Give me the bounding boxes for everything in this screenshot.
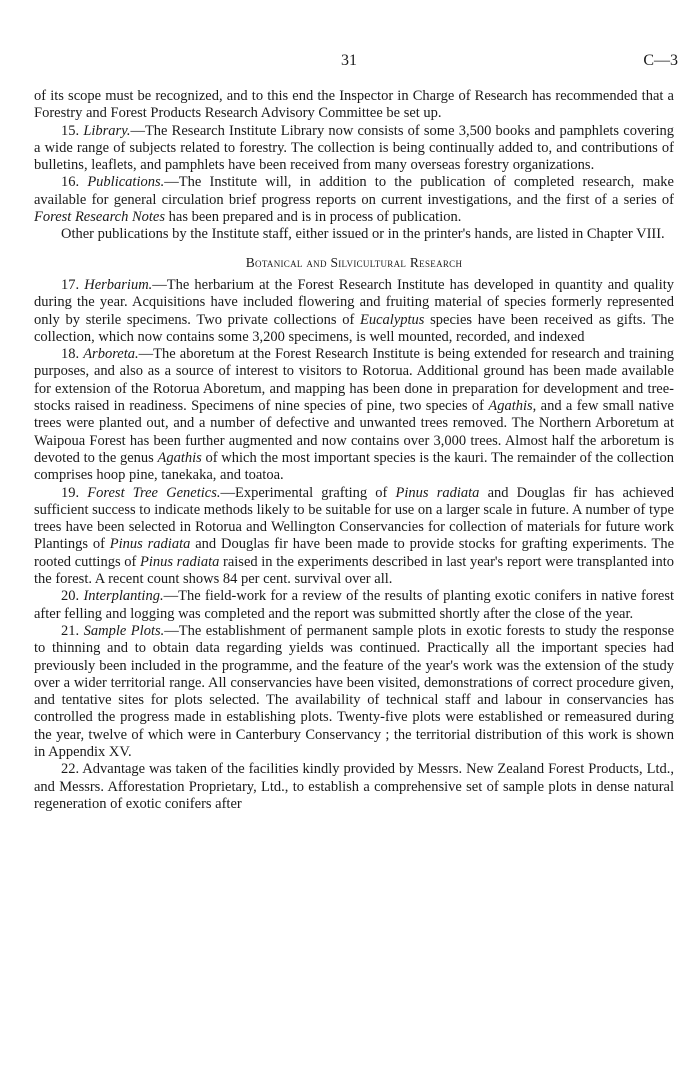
paragraph-title: Herbarium.: [84, 276, 153, 293]
paragraph-other-publications: Other publications by the Institute staff, either issued or in the printer's hands, are listed in Chapter VIII.: [61, 226, 665, 243]
section-heading: Botanical and Silvicultural Research: [245, 254, 463, 270]
page-header: [0, 52, 700, 76]
paragraph-20-interplanting: 20. Interplanting.—The field-work for a review of the results of planting exotic conifers in native forest after felling and logging was completed and the report was submitted shortly after the close of the year.: [34, 588, 675, 622]
paragraph-title: Sample Plots.: [83, 622, 165, 639]
paragraph-19-genetics: 19. Forest Tree Genetics.—Experimental grafting of Pinus radiata and Douglas fir has achieved sufficient success to indicate methods likely to be suitable for use on a larger scale in future. A number of type trees have been selected in Rotorua and Wellington Conservancies for collection of materials for future work Plantings of Pinus radiata and Douglas fir have been made to provide stocks for grafting experiments. The rooted cuttings of Pinus radiata raised in the experiments described in last year's report were transplanted into the forest. A recent count shows 84 per cent. survival over all.: [34, 484, 675, 588]
paragraph-18-arboreta: 18. Arboreta.—The aboretum at the Forest Research Institute is being extended for research and training purposes, and also as a source of interest to visitors to Rotorua. Additional ground has been made available for extension of the Rotorua Aboretum, and mapping has been done in preparation for development and tree-stocks raised in readiness. Specimens of nine species of pine, two species of Agathis, and a few small native trees were planted out, and a number of defective and unwanted trees removed. The Northern Arboretum at Waipoua Forest has been further augmented and now contains over 3,000 trees. Almost half the arboretum is devoted to the genus Agathis of which the most important species is the kauri. The remainder of the collection comprises hoop pine, tanekaka, and toatoa.: [34, 346, 674, 484]
page-code: C—3: [643, 52, 678, 69]
paragraph-title: Library.: [83, 122, 131, 139]
paragraph-22-advantage: 22. Advantage was taken of the facilities kindly provided by Messrs. New Zealand Forest Products, Ltd., and Messrs. Afforestation Proprietary, Ltd., to establish a comprehensive set of sample plots in dense natural regeneration of exotic conifers after: [34, 761, 674, 812]
paragraph-title: Publications.: [87, 174, 165, 191]
paragraph-17-herbarium: 17. Herbarium.—The herbarium at the Forest Research Institute has developed in quantity and quality during the year. Acquisitions have included flowering and fruiting material of species formerly represented only by sterile specimens. Two private collections of Eucalyptus species have been received as gifts. The collection, which now contains some 3,200 specimens, is well mounted, recorded, and indexed: [34, 276, 675, 345]
paragraph-title: Interplanting.: [83, 588, 164, 605]
paragraph-title: Forest Tree Genetics.: [87, 484, 221, 501]
paragraph-16-publications: 16. Publications.—The Institute will, in addition to the publication of completed research, make available for general circulation brief progress reports on current investigations, and the first of a series of Forest Research Notes has been prepared and is in process of publication.: [34, 174, 674, 226]
paragraph-continuation: of its scope must be recognized, and to this end the Inspector in Charge of Research has recommended that a Forestry and Forest Products Research Advisory Committee be set up.: [34, 88, 674, 122]
paragraph-15-library: 15. Library.—The Research Institute Library now consists of some 3,500 books and pamphlets covering a wide range of subjects related to forestry. The collection is being continually added to, and contributions of bulletins, leaflets, and pamphlets have been received from many overseas forestry organizations.: [34, 122, 674, 174]
page-number: 31: [341, 52, 357, 69]
paragraph-21-sample-plots: 21. Sample Plots.—The establishment of permanent sample plots in exotic forests to study the response to thinning and to obtain data regarding yields was continued. Practically all the important species had previously been included in the programme, and the feature of the year's work was the extension of the study over a wider territorial range. All conservancies have been visited, demonstrations of correct procedure given, and tentative sites for plots selected. The availability of technical staff and labour in conservancies has controlled the progress made in establishing plots. Twenty-five plots were established or remeasured during the year, twelve of which were in Canterbury Conservancy ; the territorial distribution of this work is shown in Appendix XV.: [34, 622, 675, 760]
page-body: [34, 88, 674, 813]
paragraph-title: Arboreta.: [83, 346, 139, 363]
